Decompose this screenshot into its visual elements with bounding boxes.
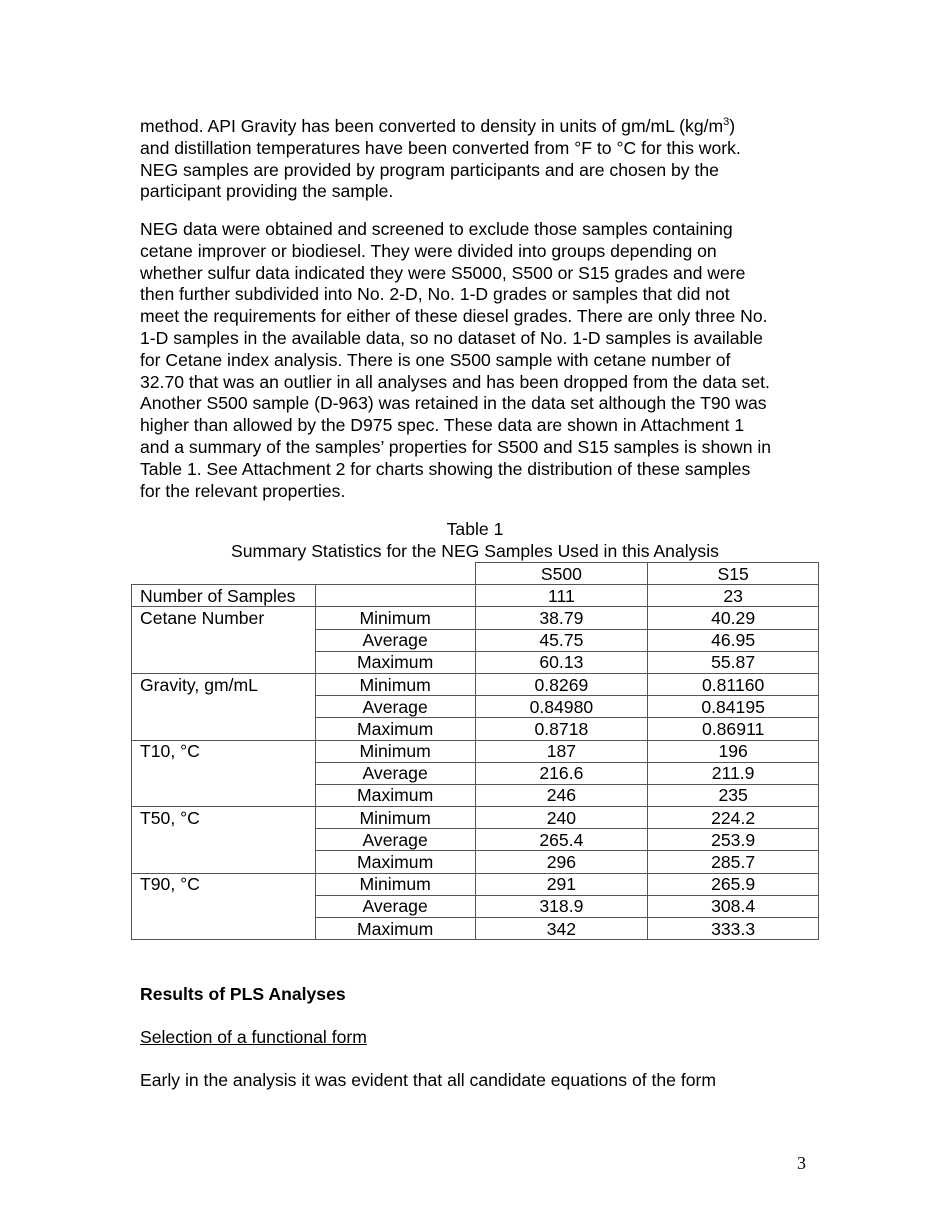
table-label: Table 1 — [446, 519, 504, 539]
value-cell: 235 — [648, 784, 819, 806]
subsection-heading: Selection of a functional form — [140, 1027, 367, 1047]
value-cell: 60.13 — [475, 651, 648, 673]
property-label — [132, 629, 316, 651]
value-cell: 0.81160 — [648, 673, 819, 695]
statistic-label: Average — [315, 629, 475, 651]
property-label — [132, 851, 316, 873]
value-cell: 40.29 — [648, 607, 819, 629]
text-line: and a summary of the samples’ properties for S500 and S15 samples is shown in — [140, 436, 772, 457]
statistic-label: Minimum — [315, 873, 475, 895]
table-row — [132, 873, 819, 895]
table-caption: Summary Statistics for the NEG Samples Used in this Analysis — [231, 541, 719, 561]
table-row — [132, 807, 819, 829]
property-label: T90, °C — [132, 873, 316, 895]
property-label — [132, 829, 316, 851]
property-label — [132, 918, 316, 940]
property-label — [132, 895, 316, 917]
paragraph-results: Early in the analysis it was evident that all candidate equations of the form — [140, 1070, 717, 1090]
value-cell: 291 — [475, 873, 648, 895]
text-line: higher than allowed by the D975 spec. These data are shown in Attachment 1 — [140, 415, 745, 436]
table-row — [132, 696, 819, 718]
header-s15: S15 — [648, 563, 819, 585]
property-label — [132, 718, 316, 740]
value-cell: 196 — [648, 740, 819, 762]
table-row — [132, 629, 819, 651]
section-heading: Results of PLS Analyses — [140, 984, 346, 1004]
table-row — [132, 895, 819, 917]
statistic-label: Maximum — [315, 718, 475, 740]
statistic-label: Average — [315, 696, 475, 718]
table-row — [132, 851, 819, 873]
text-line: whether sulfur data indicated they were S5000, S500 or S15 grades and were — [140, 262, 746, 283]
table-row — [132, 607, 819, 629]
statistic-label: Average — [315, 762, 475, 784]
value-cell: 253.9 — [648, 829, 819, 851]
value-cell: 333.3 — [648, 918, 819, 940]
value-cell: 265.4 — [475, 829, 648, 851]
value-cell: 38.79 — [475, 607, 648, 629]
value-cell: 0.84980 — [475, 696, 648, 718]
property-label: T10, °C — [132, 740, 316, 762]
text-line: 1-D samples in the available data, so no dataset of No. 1-D samples is available — [140, 327, 763, 348]
table-row — [132, 740, 819, 762]
text-line: Another S500 sample (D-963) was retained in the data set although the T90 was — [140, 393, 767, 414]
value-cell: 308.4 — [648, 895, 819, 917]
paragraph-neg-data — [140, 219, 820, 502]
statistic-label: Average — [315, 829, 475, 851]
paragraph-methods: method. API Gravity has been converted to density in units of gm/mL $(kg/m^3)$ and distillation temperatures have been converted from °F to °C for this work. NEG samples are provided by program participants and are chosen by the participant providing the sample. — [140, 116, 741, 202]
statistic-label: Maximum — [315, 651, 475, 673]
value-cell: 342 — [475, 918, 648, 940]
table-row — [132, 651, 819, 673]
table-header-row — [132, 563, 819, 585]
statistic-label: Minimum — [315, 673, 475, 695]
property-label — [132, 762, 316, 784]
text-line: cetane improver or biodiesel. They were divided into groups depending on — [140, 240, 717, 261]
value-cell: 55.87 — [648, 651, 819, 673]
text-line: NEG data were obtained and screened to exclude those samples containing — [140, 219, 733, 239]
value-cell: 224.2 — [648, 807, 819, 829]
value-cell: 0.86911 — [648, 718, 819, 740]
text-line: then further subdivided into No. 2-D, No. 1-D grades or samples that did not — [140, 284, 730, 305]
value-cell: 187 — [475, 740, 648, 762]
value-cell: 0.8718 — [475, 718, 648, 740]
table-row — [132, 762, 819, 784]
text-line: for the relevant properties. — [140, 480, 346, 501]
value-cell: 46.95 — [648, 629, 819, 651]
value-cell: 296 — [475, 851, 648, 873]
text-line: meet the requirements for either of these diesel grades. There are only three No. — [140, 306, 768, 327]
statistic-label: Maximum — [315, 851, 475, 873]
statistic-label: Minimum — [315, 607, 475, 629]
value-cell: 246 — [475, 784, 648, 806]
text-line: Table 1. See Attachment 2 for charts showing the distribution of these samples — [140, 458, 751, 479]
property-label: Cetane Number — [132, 607, 316, 629]
property-label — [132, 784, 316, 806]
statistic-label: Maximum — [315, 784, 475, 806]
statistic-label: Minimum — [315, 740, 475, 762]
table-row — [132, 718, 819, 740]
table-row — [132, 673, 819, 695]
table-row — [132, 918, 819, 940]
property-label: Gravity, gm/mL — [132, 673, 316, 695]
table-row — [132, 784, 819, 806]
value-cell: 318.9 — [475, 895, 648, 917]
summary-statistics-table — [131, 562, 819, 940]
statistic-label: Maximum — [315, 918, 475, 940]
property-label: T50, °C — [132, 807, 316, 829]
statistic-label: Average — [315, 895, 475, 917]
value-cell: 265.9 — [648, 873, 819, 895]
statistic-label: Minimum — [315, 807, 475, 829]
property-label — [132, 651, 316, 673]
value-cell: 216.6 — [475, 762, 648, 784]
value-cell: 285.7 — [648, 851, 819, 873]
header-s500: S500 — [475, 563, 648, 585]
table-row: Number of Samples 111 23 — [132, 585, 819, 607]
property-label — [132, 696, 316, 718]
page-number: 3 — [797, 1153, 806, 1173]
value-cell: 0.84195 — [648, 696, 819, 718]
text-line: for Cetane index analysis. There is one S500 sample with cetane number of — [140, 349, 731, 370]
text-line: 32.70 that was an outlier in all analyses and has been dropped from the data set. — [140, 371, 770, 392]
value-cell: 240 — [475, 807, 648, 829]
table-row — [132, 829, 819, 851]
value-cell: 211.9 — [648, 762, 819, 784]
value-cell: 45.75 — [475, 629, 648, 651]
value-cell: 0.8269 — [475, 673, 648, 695]
